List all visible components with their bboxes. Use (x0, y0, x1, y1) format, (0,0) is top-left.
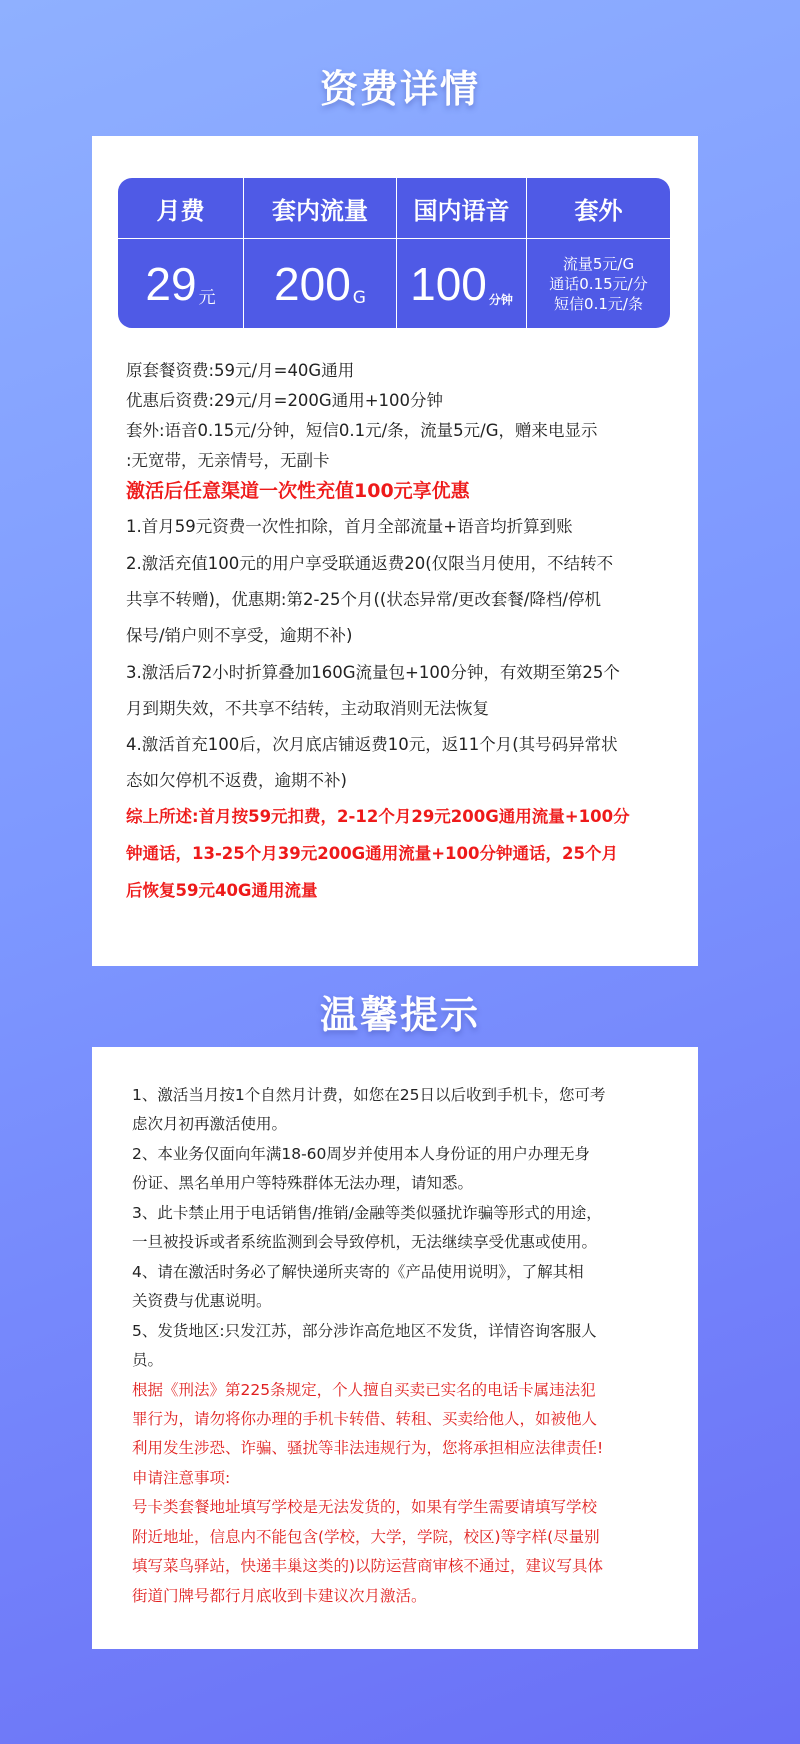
extra-call-rate: 通话0.15元/分 (549, 274, 648, 293)
fee-details-panel (92, 136, 698, 966)
voice-value: 100 (410, 257, 487, 310)
tip-line: 3、此卡禁止用于电话销售/推销/金融等类似骚扰诈骗等形式的用途， (132, 1204, 602, 1222)
rule-line: 3.激活后72小时折算叠加160G流量包+100分钟，有效期至第25个 (126, 663, 620, 682)
detail-line: 原套餐资费:59元/月=40G通用 (126, 361, 355, 380)
monthly-fee-unit: 元 (198, 288, 216, 308)
tip-line: 2、本业务仅面向年满18-60周岁并使用本人身份证的用户办理无身 (132, 1145, 590, 1163)
summary-line: 综上所述:首月按59元扣费，2-12个月29元200G通用流量+100分 (126, 807, 630, 826)
data-value: 200 (274, 257, 351, 310)
fee-table-header (118, 178, 670, 238)
tips-panel (92, 1047, 698, 1649)
fee-table-body (118, 239, 670, 328)
section-title-tips: 温馨提示 (319, 993, 480, 1037)
section-title-fee-details: 资费详情 (319, 67, 480, 111)
warning-line: 罪行为，请勿将你办理的手机卡转借、转租、买卖给他人，如被他人 (132, 1410, 598, 1428)
data-cell (244, 239, 397, 328)
warning-line: 街道门牌号都行月底收到卡建议次月激活。 (132, 1587, 427, 1605)
data-unit: G (352, 288, 366, 308)
detail-line: 优惠后资费:29元/月=200G通用+100分钟 (126, 391, 444, 410)
warning-line: 号卡类套餐地址填写学校是无法发货的，如果有学生需要请填写学校 (132, 1498, 598, 1516)
rule-line: 保号/销户则不享受，逾期不补) (126, 626, 353, 645)
detail-line: 套外:语音0.15元/分钟，短信0.1元/条，流量5元/G，赠来电显示 (126, 421, 598, 440)
summary-line: 钟通话，13-25个月39元200G通用流量+100分钟通话，25个月 (126, 844, 618, 863)
monthly-fee-cell (118, 239, 244, 328)
rule-line: 2.激活充值100元的用户享受联通返费20(仅限当月使用，不结转不 (126, 554, 614, 573)
header-extra: 套外 (574, 196, 623, 225)
fee-table (118, 178, 670, 328)
rule-line: 4.激活首充100后，次月底店铺返费10元，返11个月(其号码异常状 (126, 735, 618, 754)
tip-line: 关资费与优惠说明。 (132, 1292, 272, 1310)
voice-unit: 分钟 (488, 293, 513, 307)
header-data: 套内流量 (244, 178, 397, 238)
tip-line: 一旦被投诉或者系统监测到会导致停机，无法继续享受优惠或使用。 (132, 1233, 598, 1251)
monthly-fee-value: 29 (145, 257, 197, 310)
extra-cell (527, 239, 670, 328)
tip-line: 1、激活当月按1个自然月计费，如您在25日以后收到手机卡，您可考 (132, 1086, 606, 1104)
warning-line: 附近地址，信息内不能包含(学校，大学，学院，校区)等字样(尽量别 (132, 1528, 600, 1546)
extra-data-rate: 流量5元/G (562, 254, 635, 273)
tip-line: 虑次月初再激活使用。 (132, 1115, 288, 1133)
warning-line: 根据《刑法》第225条规定，个人擅自买卖已实名的电话卡属违法犯 (132, 1381, 596, 1399)
tip-line: 份证、黑名单用户等特殊群体无法办理，请知悉。 (132, 1174, 474, 1192)
tip-line: 5、发货地区:只发江苏，部分涉诈高危地区不发货，详情咨询客服人 (132, 1322, 597, 1340)
promotion-highlight: 激活后任意渠道一次性充值100元享优惠 (126, 480, 470, 502)
header-voice: 国内语音 (397, 178, 527, 238)
summary-line: 后恢复59元40G通用流量 (126, 881, 318, 900)
tip-line: 员。 (132, 1351, 164, 1369)
warning-line: 申请注意事项: (132, 1469, 231, 1487)
rule-line: 月到期失效，不共享不结转，主动取消则无法恢复 (126, 699, 489, 718)
warning-line: 利用发生涉恐、诈骗、骚扰等非法违规行为，您将承担相应法律责任! (132, 1439, 604, 1457)
warning-line: 填写菜鸟驿站，快递丰巢这类的)以防运营商审核不通过，建议写具体 (132, 1557, 604, 1575)
rule-line: 1.首月59元资费一次性扣除，首月全部流量+语音均折算到账 (126, 517, 573, 536)
rule-line: 态如欠停机不返费，逾期不补) (126, 771, 347, 790)
rule-line: 共享不转赠)，优惠期:第2-25个月((状态异常/更改套餐/降档/停机 (126, 590, 601, 609)
tip-line: 4、请在激活时务必了解快递所夹寄的《产品使用说明》，了解其相 (132, 1263, 584, 1281)
extra-sms-rate: 短信0.1元/条 (554, 294, 643, 313)
detail-line: :无宽带，无亲情号，无副卡 (126, 451, 330, 470)
voice-cell (397, 239, 527, 328)
header-monthly-fee: 月费 (118, 178, 244, 238)
